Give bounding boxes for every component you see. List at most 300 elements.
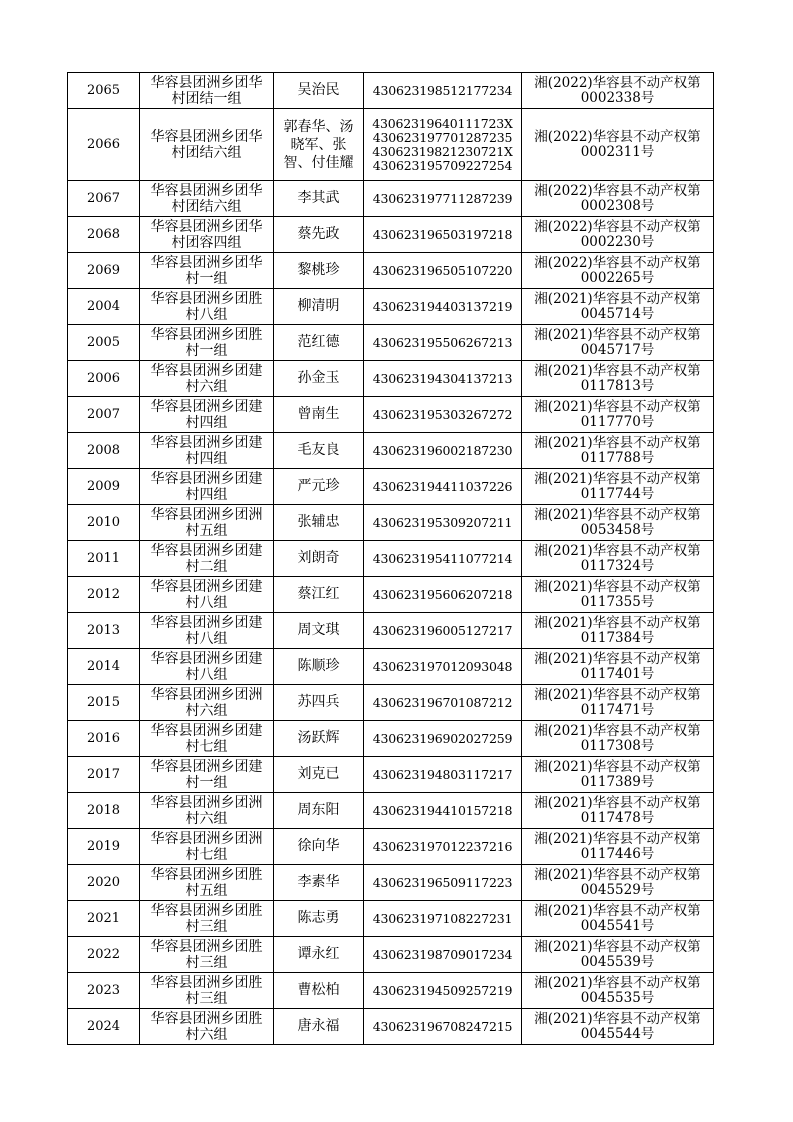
certificate-cell-text: 湘(2021)华容县不动产权第 (534, 650, 701, 667)
certificate-cell-text: 湘(2021)华容县不动产权第 (534, 1010, 701, 1027)
owner-name-cell-text: 蔡江红 (297, 586, 340, 602)
serial-number-cell (68, 289, 140, 325)
address-cell-text: 华容县团洲乡团建 (150, 434, 263, 451)
id-number-cell-text: 430623194411037226 (372, 478, 513, 494)
serial-number-cell (68, 109, 140, 181)
serial-number-cell-text: 2009 (86, 479, 121, 494)
certificate-cell (522, 1009, 714, 1045)
id-number-cell (364, 289, 522, 325)
certificate-cell-text: 湘(2021)华容县不动产权第 (534, 434, 701, 451)
table-row (68, 361, 714, 397)
owner-name-cell-text: 吴治民 (297, 82, 340, 98)
certificate-cell-text: 0117788号 (580, 449, 655, 466)
serial-number-cell-text: 2006 (86, 371, 121, 386)
certificate-cell-text: 0117401号 (580, 665, 655, 682)
certificate-cell-text: 湘(2021)华容县不动产权第 (534, 398, 701, 415)
serial-number-cell (68, 577, 140, 613)
address-cell (140, 973, 274, 1009)
serial-number-cell-text: 2012 (86, 587, 121, 602)
address-cell-text: 华容县团洲乡团华 (150, 218, 263, 235)
certificate-cell-text: 0117471号 (580, 701, 655, 718)
table-row (68, 793, 714, 829)
serial-number-cell (68, 397, 140, 433)
serial-number-cell-text: 2065 (86, 83, 121, 98)
owner-name-cell-text: 蔡先政 (297, 226, 340, 242)
id-number-cell-text: 430623194509257219 (372, 982, 513, 998)
address-cell (140, 541, 274, 577)
certificate-cell-text: 湘(2022)华容县不动产权第 (534, 218, 701, 235)
serial-number-cell (68, 325, 140, 361)
serial-number-cell-text: 2066 (86, 137, 121, 152)
owner-name-cell-text: 范红德 (297, 334, 340, 350)
address-cell-text: 村一组 (185, 774, 228, 791)
address-cell-text: 华容县团洲乡团华 (150, 74, 263, 91)
owner-name-cell (274, 289, 364, 325)
address-cell-text: 华容县团洲乡团胜 (150, 866, 263, 883)
certificate-cell (522, 397, 714, 433)
owner-name-cell (274, 217, 364, 253)
owner-name-cell (274, 361, 364, 397)
certificate-cell-text: 0117355号 (580, 593, 655, 610)
id-number-cell-text (364, 117, 521, 173)
address-cell-text: 华容县团洲乡团胜 (150, 974, 263, 991)
owner-name-cell (274, 829, 364, 865)
certificate-cell (522, 973, 714, 1009)
serial-number-cell (68, 721, 140, 757)
address-cell-text: 村六组 (185, 810, 228, 827)
address-cell-text: 华容县团洲乡团洲 (150, 794, 263, 811)
property-register-table (67, 72, 714, 1045)
table-body (68, 73, 714, 1045)
address-cell-text: 华容县团洲乡团华 (150, 182, 263, 199)
certificate-cell (522, 937, 714, 973)
owner-name-cell (274, 901, 364, 937)
table-row (68, 325, 714, 361)
certificate-cell-text: 0045535号 (580, 989, 655, 1006)
table-row (68, 973, 714, 1009)
serial-number-cell-text: 2023 (86, 983, 121, 998)
certificate-cell-text: 湘(2021)华容县不动产权第 (534, 686, 701, 703)
id-number-cell (364, 793, 522, 829)
table-row (68, 397, 714, 433)
address-cell (140, 865, 274, 901)
id-number-cell (364, 397, 522, 433)
owner-name-cell (274, 973, 364, 1009)
address-cell (140, 901, 274, 937)
address-cell (140, 289, 274, 325)
table-row (68, 613, 714, 649)
table-row (68, 505, 714, 541)
address-cell-text: 华容县团洲乡团华 (150, 254, 263, 271)
table-row (68, 649, 714, 685)
table-row (68, 73, 714, 109)
certificate-cell-text: 湘(2021)华容县不动产权第 (534, 326, 701, 343)
address-cell-text: 华容县团洲乡团建 (150, 578, 263, 595)
id-number-cell (364, 325, 522, 361)
serial-number-cell (68, 829, 140, 865)
id-number-cell-text: 430623194403137219 (372, 298, 513, 314)
owner-name-cell (274, 721, 364, 757)
serial-number-cell (68, 685, 140, 721)
address-cell-text: 村三组 (185, 954, 228, 971)
address-cell-text: 村七组 (185, 738, 228, 755)
certificate-cell-text: 湘(2022)华容县不动产权第 (534, 182, 701, 199)
address-cell (140, 361, 274, 397)
certificate-cell (522, 829, 714, 865)
address-cell-text: 村四组 (185, 450, 228, 467)
owner-name-cell-text: 郭春华、汤晓军、张智、付佳耀 (283, 118, 354, 171)
serial-number-cell (68, 253, 140, 289)
address-cell (140, 181, 274, 217)
owner-name-cell-text: 徐向华 (297, 838, 340, 854)
table-row (68, 289, 714, 325)
owner-name-cell (274, 685, 364, 721)
address-cell-text: 华容县团洲乡团建 (150, 470, 263, 487)
certificate-cell (522, 901, 714, 937)
address-cell-text: 村五组 (185, 522, 228, 539)
serial-number-cell (68, 973, 140, 1009)
certificate-cell (522, 865, 714, 901)
owner-name-cell (274, 613, 364, 649)
certificate-cell-text: 0002308号 (580, 197, 655, 214)
certificate-cell-text: 0117324号 (580, 557, 655, 574)
table-row (68, 937, 714, 973)
owner-name-cell (274, 73, 364, 109)
certificate-cell-text: 湘(2022)华容县不动产权第 (534, 128, 701, 145)
address-cell (140, 577, 274, 613)
id-number-cell (364, 649, 522, 685)
id-number-cell (364, 937, 522, 973)
owner-name-cell (274, 541, 364, 577)
id-number-cell (364, 829, 522, 865)
address-cell-text: 村五组 (185, 882, 228, 899)
certificate-cell (522, 73, 714, 109)
address-cell-text: 村二组 (185, 558, 228, 575)
serial-number-cell-text: 2007 (86, 407, 121, 422)
address-cell-text: 村六组 (185, 702, 228, 719)
serial-number-cell-text: 2017 (86, 767, 121, 782)
address-cell-text: 华容县团洲乡团胜 (150, 938, 263, 955)
serial-number-cell (68, 613, 140, 649)
id-number-cell-text: 430623196503197218 (372, 226, 513, 242)
id-number-cell (364, 541, 522, 577)
owner-name-cell-text: 严元珍 (297, 478, 340, 494)
address-cell-text: 村七组 (185, 846, 228, 863)
certificate-cell (522, 577, 714, 613)
address-cell (140, 937, 274, 973)
owner-name-cell-text: 刘克已 (297, 766, 340, 782)
id-number-cell (364, 721, 522, 757)
certificate-cell-text: 湘(2021)华容县不动产权第 (534, 794, 701, 811)
owner-name-cell-text: 陈志勇 (297, 910, 340, 926)
owner-name-cell-text: 曹松柏 (297, 982, 340, 998)
address-cell (140, 217, 274, 253)
certificate-cell-text: 0045544号 (580, 1025, 655, 1042)
serial-number-cell-text: 2020 (86, 875, 121, 890)
owner-name-cell-text: 苏四兵 (297, 694, 340, 710)
serial-number-cell-text: 2068 (86, 227, 121, 242)
table-row (68, 433, 714, 469)
address-cell-text: 华容县团洲乡团建 (150, 722, 263, 739)
table-row (68, 685, 714, 721)
id-number-cell (364, 973, 522, 1009)
owner-name-cell (274, 253, 364, 289)
id-number-cell-text: 430623196701087212 (372, 694, 513, 710)
owner-name-cell (274, 109, 364, 181)
id-number-cell-text: 430623194803117217 (372, 766, 513, 782)
certificate-cell (522, 541, 714, 577)
certificate-cell-text: 湘(2021)华容县不动产权第 (534, 758, 701, 775)
certificate-cell-text: 0045529号 (580, 881, 655, 898)
certificate-cell-text: 0045714号 (580, 305, 655, 322)
table-row (68, 109, 714, 181)
address-cell (140, 469, 274, 505)
id-number-cell (364, 217, 522, 253)
table-row (68, 181, 714, 217)
certificate-cell (522, 217, 714, 253)
id-line: 43062319640111723X (372, 115, 513, 131)
owner-name-cell-text: 柳清明 (297, 298, 340, 314)
id-line: 43062319821230721X (372, 143, 513, 159)
certificate-cell-text: 0002230号 (580, 233, 655, 250)
owner-name-cell (274, 577, 364, 613)
serial-number-cell (68, 901, 140, 937)
certificate-cell-text: 湘(2021)华容县不动产权第 (534, 902, 701, 919)
owner-name-cell-text: 毛友良 (297, 442, 340, 458)
id-number-cell-text: 430623194304137213 (372, 370, 513, 386)
address-cell-text: 华容县团洲乡团洲 (150, 506, 263, 523)
id-number-cell (364, 901, 522, 937)
certificate-cell-text: 湘(2021)华容县不动产权第 (534, 866, 701, 883)
certificate-cell (522, 109, 714, 181)
certificate-cell (522, 757, 714, 793)
certificate-cell-text: 0045717号 (580, 341, 655, 358)
serial-number-cell (68, 937, 140, 973)
serial-number-cell-text: 2011 (86, 551, 121, 566)
address-cell-text: 华容县团洲乡团建 (150, 650, 263, 667)
serial-number-cell-text: 2008 (86, 443, 121, 458)
certificate-cell-text: 湘(2022)华容县不动产权第 (534, 74, 701, 91)
table-row (68, 577, 714, 613)
certificate-cell-text: 湘(2021)华容县不动产权第 (534, 938, 701, 955)
owner-name-cell (274, 469, 364, 505)
serial-number-cell-text: 2004 (86, 299, 121, 314)
owner-name-cell-text: 张辅忠 (297, 514, 340, 530)
id-number-cell-text: 430623198709017234 (372, 946, 513, 962)
address-cell-text: 村三组 (185, 918, 228, 935)
id-number-cell (364, 685, 522, 721)
owner-name-cell (274, 181, 364, 217)
table-row (68, 1009, 714, 1045)
owner-name-cell-text: 周东阳 (297, 802, 340, 818)
address-cell-text: 华容县团洲乡团胜 (150, 902, 263, 919)
serial-number-cell (68, 505, 140, 541)
id-number-cell-text: 430623197012093048 (372, 658, 513, 674)
address-cell-text: 村团容四组 (171, 234, 242, 251)
owner-name-cell-text: 唐永福 (297, 1018, 340, 1034)
serial-number-cell-text: 2010 (86, 515, 121, 530)
owner-name-cell-text: 孙金玉 (297, 370, 340, 386)
serial-number-cell (68, 649, 140, 685)
serial-number-cell-text: 2019 (86, 839, 121, 854)
address-cell (140, 613, 274, 649)
owner-name-cell-text: 刘朗奇 (297, 550, 340, 566)
id-number-cell-text: 430623197711287239 (372, 190, 513, 206)
address-cell-text: 华容县团洲乡团建 (150, 614, 263, 631)
id-number-cell-text: 430623196708247215 (372, 1018, 513, 1034)
address-cell-text: 华容县团洲乡团建 (150, 758, 263, 775)
address-cell-text: 村一组 (185, 270, 228, 287)
address-cell-text: 村团结六组 (171, 198, 242, 215)
address-cell-text: 华容县团洲乡团洲 (150, 830, 263, 847)
address-cell-text: 村团结六组 (171, 144, 242, 161)
serial-number-cell (68, 757, 140, 793)
serial-number-cell-text: 2021 (86, 911, 121, 926)
id-number-cell (364, 577, 522, 613)
owner-name-cell-text: 李其武 (297, 190, 340, 206)
owner-name-cell (274, 433, 364, 469)
serial-number-cell (68, 541, 140, 577)
id-number-cell-text: 430623196509117223 (372, 874, 513, 890)
certificate-cell (522, 469, 714, 505)
address-cell (140, 325, 274, 361)
certificate-cell-text: 0117389号 (580, 773, 655, 790)
id-number-cell (364, 433, 522, 469)
owner-name-cell-text: 曾南生 (297, 406, 340, 422)
owner-name-cell-text: 谭永红 (297, 946, 340, 962)
certificate-cell-text: 0002338号 (580, 89, 655, 106)
certificate-cell-text: 0053458号 (580, 521, 655, 538)
address-cell-text: 华容县团洲乡团胜 (150, 290, 263, 307)
certificate-cell-text: 湘(2021)华容县不动产权第 (534, 578, 701, 595)
serial-number-cell-text: 2024 (86, 1019, 121, 1034)
certificate-cell-text: 0117308号 (580, 737, 655, 754)
owner-name-cell-text: 汤跃辉 (297, 730, 340, 746)
certificate-cell-text: 0117446号 (580, 845, 655, 862)
id-number-cell-text: 430623194410157218 (372, 802, 513, 818)
id-number-cell-text: 430623196902027259 (372, 730, 513, 746)
serial-number-cell (68, 793, 140, 829)
certificate-cell-text: 湘(2021)华容县不动产权第 (534, 470, 701, 487)
table-row (68, 901, 714, 937)
id-number-cell (364, 613, 522, 649)
id-number-cell (364, 865, 522, 901)
certificate-cell-text: 0117813号 (580, 377, 655, 394)
id-number-cell (364, 361, 522, 397)
id-line: 430623195709227254 (372, 157, 513, 173)
table-row (68, 469, 714, 505)
address-cell (140, 109, 274, 181)
table-row (68, 757, 714, 793)
address-cell-text: 华容县团洲乡团华 (150, 128, 263, 145)
certificate-cell-text: 湘(2021)华容县不动产权第 (534, 290, 701, 307)
address-cell-text: 华容县团洲乡团建 (150, 398, 263, 415)
table-row (68, 541, 714, 577)
certificate-cell (522, 325, 714, 361)
certificate-cell-text: 湘(2021)华容县不动产权第 (534, 722, 701, 739)
serial-number-cell-text: 2067 (86, 191, 121, 206)
id-number-cell-text: 430623196505107220 (372, 262, 513, 278)
address-cell (140, 649, 274, 685)
id-number-cell-text: 430623195606207218 (372, 586, 513, 602)
certificate-cell (522, 253, 714, 289)
address-cell-text: 村四组 (185, 414, 228, 431)
address-cell (140, 721, 274, 757)
serial-number-cell (68, 73, 140, 109)
address-cell-text: 村六组 (185, 1026, 228, 1043)
certificate-cell-text: 湘(2021)华容县不动产权第 (534, 614, 701, 631)
id-number-cell (364, 505, 522, 541)
serial-number-cell-text: 2015 (86, 695, 121, 710)
id-number-cell-text: 430623197012237216 (372, 838, 513, 854)
owner-name-cell (274, 793, 364, 829)
certificate-cell-text: 湘(2021)华容县不动产权第 (534, 362, 701, 379)
id-number-cell (364, 1009, 522, 1045)
certificate-cell-text: 0045541号 (580, 917, 655, 934)
id-number-cell-text: 430623198512177234 (372, 82, 513, 98)
address-cell-text: 华容县团洲乡团建 (150, 362, 263, 379)
serial-number-cell (68, 181, 140, 217)
certificate-cell-text: 湘(2022)华容县不动产权第 (534, 254, 701, 271)
address-cell-text: 华容县团洲乡团建 (150, 542, 263, 559)
table-row (68, 721, 714, 757)
certificate-cell-text: 湘(2021)华容县不动产权第 (534, 542, 701, 559)
address-cell (140, 757, 274, 793)
serial-number-cell (68, 433, 140, 469)
address-cell-text: 华容县团洲乡团胜 (150, 326, 263, 343)
address-cell-text: 村八组 (185, 306, 228, 323)
id-number-cell (364, 469, 522, 505)
serial-number-cell-text: 2018 (86, 803, 121, 818)
certificate-cell-text: 0117744号 (580, 485, 655, 502)
certificate-cell (522, 613, 714, 649)
serial-number-cell-text: 2014 (86, 659, 121, 674)
certificate-cell-text: 湘(2021)华容县不动产权第 (534, 506, 701, 523)
owner-name-cell (274, 505, 364, 541)
owner-name-cell (274, 865, 364, 901)
owner-name-cell (274, 397, 364, 433)
table-row (68, 829, 714, 865)
id-number-cell-text: 430623195411077214 (372, 550, 513, 566)
id-number-cell (364, 757, 522, 793)
certificate-cell (522, 505, 714, 541)
address-cell (140, 73, 274, 109)
id-number-cell-text: 430623195506267213 (372, 334, 513, 350)
address-cell (140, 793, 274, 829)
serial-number-cell-text: 2013 (86, 623, 121, 638)
certificate-cell-text: 0117770号 (580, 413, 655, 430)
certificate-cell (522, 685, 714, 721)
address-cell (140, 685, 274, 721)
address-cell (140, 505, 274, 541)
owner-name-cell (274, 325, 364, 361)
address-cell (140, 433, 274, 469)
owner-name-cell (274, 1009, 364, 1045)
serial-number-cell-text: 2022 (86, 947, 121, 962)
address-cell-text: 村四组 (185, 486, 228, 503)
certificate-cell (522, 721, 714, 757)
id-number-cell (364, 73, 522, 109)
address-cell-text: 村一组 (185, 342, 228, 359)
address-cell (140, 253, 274, 289)
address-cell-text: 华容县团洲乡团洲 (150, 686, 263, 703)
owner-name-cell-text: 李素华 (297, 874, 340, 890)
certificate-cell-text: 湘(2021)华容县不动产权第 (534, 830, 701, 847)
address-cell-text: 村三组 (185, 990, 228, 1007)
owner-name-cell (274, 649, 364, 685)
certificate-cell-text: 0117384号 (580, 629, 655, 646)
owner-name-cell-text: 黎桃珍 (297, 262, 340, 278)
